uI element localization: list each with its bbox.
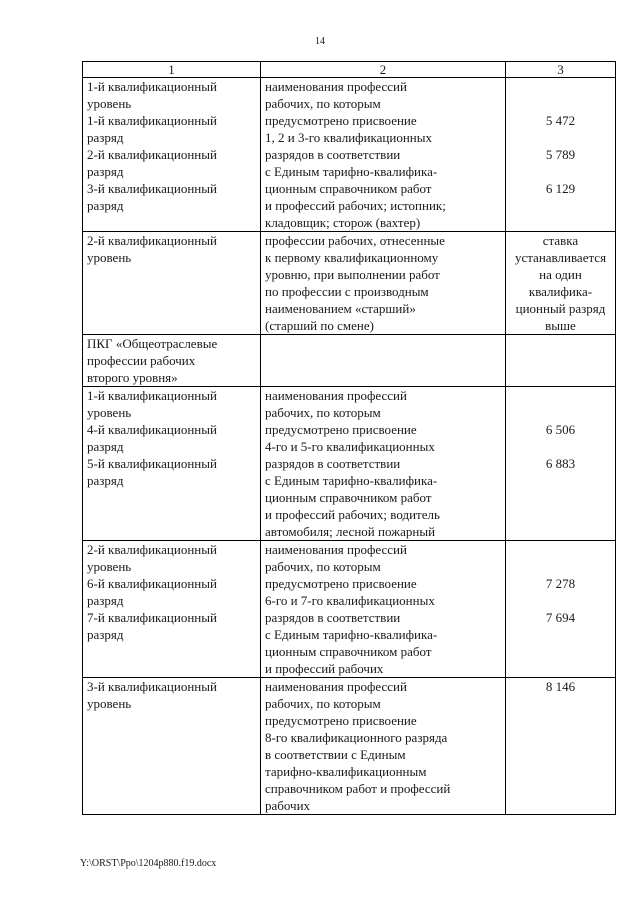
cell-line: разряд [87, 198, 124, 213]
cell-line: разряд [87, 164, 124, 179]
cell-line: 2-й квалификационный [87, 233, 217, 248]
cell-line: 1-й квалификационный [87, 79, 217, 94]
salary-cell [506, 678, 616, 815]
table-row [83, 335, 616, 387]
table-header-row [83, 62, 616, 78]
salary-cell [506, 335, 616, 387]
cell-line: разрядов в соответствии [265, 147, 401, 162]
cell-line: 6-го и 7-го квалификационных [265, 593, 435, 608]
cell-line: ционный разряд [515, 301, 606, 316]
cell-line: 6 506 [545, 422, 576, 437]
cell-line: с Единым тарифно-квалифика- [265, 473, 438, 488]
cell-line [510, 387, 611, 404]
cell-line: уровню, при выполнении работ [265, 267, 440, 282]
cell-line: разряд [87, 439, 124, 454]
cell-line: наименованием «старший» [265, 301, 416, 316]
qualification-cell [83, 232, 261, 335]
cell-line: ционным справочником работ [265, 490, 432, 505]
table-row [83, 541, 616, 678]
table-row [83, 232, 616, 335]
cell-line: наименования профессий [265, 79, 407, 94]
professions-cell [261, 335, 506, 387]
cell-line: предусмотрено присвоение [265, 576, 417, 591]
cell-line: уровень [87, 559, 132, 574]
cell-line: предусмотрено присвоение [265, 113, 417, 128]
salary-cell [506, 78, 616, 232]
cell-line: 5-й квалификационный [87, 456, 217, 471]
cell-line: 3-й квалификационный [87, 181, 217, 196]
header-col-2: 2 [261, 62, 506, 78]
cell-line: разряд [87, 130, 124, 145]
cell-line: уровень [87, 96, 132, 111]
salary-table [82, 61, 616, 815]
cell-line: уровень [87, 405, 132, 420]
cell-line [510, 404, 611, 421]
cell-line: ционным справочником работ [265, 181, 432, 196]
cell-line: профессии рабочих [87, 353, 196, 368]
cell-line: рабочих, по которым [265, 405, 381, 420]
qualification-cell [83, 78, 261, 232]
professions-cell [261, 541, 506, 678]
cell-line: с Единым тарифно-квалифика- [265, 164, 438, 179]
cell-line: квалифика- [528, 284, 593, 299]
cell-line: разрядов в соответствии [265, 610, 401, 625]
cell-line: 3-й квалификационный [87, 679, 217, 694]
salary-cell [506, 541, 616, 678]
cell-line [510, 129, 611, 146]
professions-cell [261, 387, 506, 541]
cell-line: 6-й квалификационный [87, 576, 217, 591]
cell-line: и профессий рабочих; истопник; [265, 198, 446, 213]
cell-line: (старший по смене) [265, 318, 374, 333]
cell-line: 2-й квалификационный [87, 147, 217, 162]
cell-line: 1-й квалификационный [87, 388, 217, 403]
cell-line: 7-й квалификационный [87, 610, 217, 625]
cell-line: наименования профессий [265, 542, 407, 557]
cell-line [510, 558, 611, 575]
cell-line [510, 592, 611, 609]
cell-line: предусмотрено присвоение [265, 422, 417, 437]
cell-line: в соответствии с Единым [265, 747, 406, 762]
salary-cell [506, 387, 616, 541]
cell-line: 6 883 [545, 456, 576, 471]
cell-line: кладовщик; сторож (вахтер) [265, 215, 421, 230]
cell-line: справочником работ и профессий [265, 781, 451, 796]
cell-line: наименования профессий [265, 679, 407, 694]
cell-line: 4-й квалификационный [87, 422, 217, 437]
cell-line: предусмотрено присвоение [265, 713, 417, 728]
cell-line: уровень [87, 696, 132, 711]
cell-line: 8 146 [545, 679, 576, 694]
header-col-3: 3 [506, 62, 616, 78]
cell-line [510, 163, 611, 180]
cell-line: уровень [87, 250, 132, 265]
cell-line [510, 95, 611, 112]
cell-line: с Единым тарифно-квалифика- [265, 627, 438, 642]
cell-line: по профессии с производным [265, 284, 429, 299]
cell-line: разрядов в соответствии [265, 456, 401, 471]
cell-line: 5 789 [545, 147, 576, 162]
qualification-cell [83, 387, 261, 541]
cell-line: разряд [87, 627, 124, 642]
salary-cell [506, 232, 616, 335]
cell-line: 6 129 [545, 181, 576, 196]
cell-line: тарифно-квалификационным [265, 764, 427, 779]
cell-line [510, 438, 611, 455]
cell-line: рабочих, по которым [265, 696, 381, 711]
cell-line: 5 472 [545, 113, 576, 128]
cell-line: ПКГ «Общеотраслевые [87, 336, 218, 351]
file-path-footer: Y:\ORST\Ppo\1204p880.f19.docx [80, 858, 217, 869]
professions-cell [261, 678, 506, 815]
cell-line: 4-го и 5-го квалификационных [265, 439, 435, 454]
professions-cell [261, 78, 506, 232]
cell-line: 2-й квалификационный [87, 542, 217, 557]
cell-line: 1-й квалификационный [87, 113, 217, 128]
cell-line: к первому квалификационному [265, 250, 439, 265]
cell-line: рабочих, по которым [265, 559, 381, 574]
page-number: 14 [315, 36, 325, 47]
table-row [83, 678, 616, 815]
table-row [83, 387, 616, 541]
professions-cell [261, 232, 506, 335]
table-row [83, 78, 616, 232]
cell-line: профессии рабочих, отнесенные [265, 233, 445, 248]
cell-line: устанавливается [514, 250, 607, 265]
cell-line: 8-го квалификационного разряда [265, 730, 448, 745]
cell-line: 7 278 [545, 576, 576, 591]
cell-line: разряд [87, 473, 124, 488]
cell-line: и профессий рабочих [265, 661, 384, 676]
cell-line [510, 541, 611, 558]
cell-line: разряд [87, 593, 124, 608]
cell-line: рабочих [265, 798, 311, 813]
cell-line [510, 78, 611, 95]
cell-line: ставка [542, 233, 579, 248]
cell-line: ционным справочником работ [265, 644, 432, 659]
qualification-cell [83, 678, 261, 815]
cell-line: на один [539, 267, 582, 282]
cell-line: выше [545, 318, 576, 333]
cell-line: автомобиля; лесной пожарный [265, 524, 436, 539]
cell-line: второго уровня» [87, 370, 178, 385]
header-col-1: 1 [83, 62, 261, 78]
cell-line: 1, 2 и 3-го квалификационных [265, 130, 432, 145]
cell-line: наименования профессий [265, 388, 407, 403]
cell-line: и профессий рабочих; водитель [265, 507, 440, 522]
cell-line: рабочих, по которым [265, 96, 381, 111]
qualification-cell [83, 335, 261, 387]
cell-line: 7 694 [545, 610, 576, 625]
qualification-cell [83, 541, 261, 678]
